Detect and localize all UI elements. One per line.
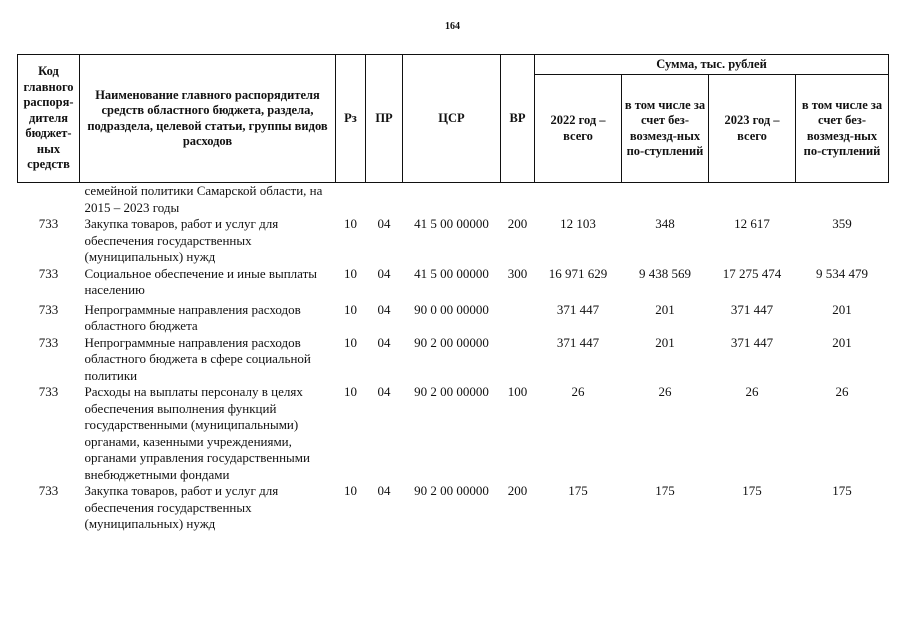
budget-table	[17, 54, 889, 533]
cell-2023-free: 201	[832, 301, 852, 317]
cell-2022-free: 9 438 569	[639, 265, 691, 281]
cell-rz: 10	[344, 483, 357, 498]
cell-name: Социальное обеспечение и иные выплаты населению	[84, 265, 318, 297]
header-2023-free: в том числе за счет без-возмезд-ных по-ступлений	[796, 75, 889, 183]
cell-2022-free: 201	[655, 301, 675, 317]
cell-2022-total: 175	[568, 483, 588, 498]
cell-vr: 300	[507, 265, 528, 281]
cell-2023-free	[796, 183, 889, 217]
table-row	[18, 216, 889, 266]
cell-name: Непрограммные направления расходов областного бюджета	[84, 301, 301, 333]
cell-name: Закупка товаров, работ и услуг для обеспечения государственных (муниципальных) нужд	[84, 483, 279, 531]
cell-2022-total: 371 447	[556, 334, 600, 350]
cell-pr: 04	[377, 334, 391, 350]
table-row	[18, 384, 889, 483]
cell-vr: 200	[507, 216, 528, 231]
cell-rz: 10	[344, 216, 357, 231]
cell-code: 733	[38, 334, 59, 350]
cell-2023-free: 359	[832, 216, 852, 231]
cell-vr	[501, 335, 535, 385]
cell-rz	[336, 183, 366, 217]
cell-pr: 04	[377, 384, 391, 399]
cell-code: 733	[38, 483, 59, 498]
cell-2023-total: 175	[742, 483, 762, 498]
header-pr: ПР	[366, 55, 403, 183]
cell-csr	[403, 183, 501, 217]
cell-rz: 10	[344, 334, 357, 350]
cell-2023-total: 17 275 474	[722, 265, 782, 281]
cell-2022-total: 371 447	[556, 301, 600, 317]
cell-2023-free: 201	[832, 334, 852, 350]
cell-code	[18, 183, 80, 217]
cell-2023-free: 26	[835, 384, 849, 399]
cell-code: 733	[38, 265, 59, 281]
table-row	[18, 299, 889, 335]
table-row	[18, 183, 889, 217]
cell-pr: 04	[377, 483, 391, 498]
cell-name: Непрограммные направления расходов областного бюджета в сфере социальной политики	[84, 334, 311, 383]
table-row	[18, 335, 889, 385]
cell-name: семейной политики Самарской области, на 2015 – 2023 годы	[84, 183, 323, 215]
cell-rz: 10	[344, 384, 357, 399]
cell-2022-free: 26	[658, 384, 672, 399]
header-2022-total: 2022 год – всего	[535, 75, 622, 183]
cell-vr	[501, 299, 535, 335]
cell-2022-free	[622, 183, 709, 217]
cell-csr: 41 5 00 00000	[414, 216, 489, 231]
cell-csr: 90 0 00 00000	[414, 301, 489, 317]
cell-name: Расходы на выплаты персоналу в целях обеспечения выполнения функций государственными (муниципальными) органами, казенными учреждениями, органами управления государственными внебюджетными фондами	[84, 384, 310, 482]
cell-csr: 90 2 00 00000	[414, 334, 489, 350]
table-row	[18, 266, 889, 299]
cell-pr: 04	[377, 265, 391, 281]
header-name: Наименование главного распорядителя средств областного бюджета, раздела, подраздела, целевой статьи, группы видов расходов	[80, 55, 336, 183]
cell-2022-free: 348	[655, 216, 675, 231]
cell-vr	[501, 183, 535, 217]
cell-rz: 10	[344, 265, 357, 281]
cell-2023-total: 26	[745, 384, 759, 399]
page-number: 164	[445, 21, 460, 32]
cell-2022-total: 12 103	[560, 216, 596, 231]
cell-vr: 100	[507, 384, 528, 399]
cell-2023-free: 9 534 479	[816, 265, 869, 281]
header-2023-total: 2023 год – всего	[709, 75, 796, 183]
cell-2022-free: 175	[655, 483, 675, 498]
header-code: Код главного распоря-дителя бюджет-ных средств	[18, 55, 80, 183]
cell-2022-total	[535, 183, 622, 217]
cell-rz: 10	[344, 301, 357, 317]
cell-pr: 04	[377, 216, 391, 231]
cell-name: Закупка товаров, работ и услуг для обеспечения государственных (муниципальных) нужд	[84, 216, 279, 264]
cell-2023-total: 12 617	[734, 216, 770, 231]
cell-pr: 04	[377, 301, 391, 317]
header-2022-free: в том числе за счет без-возмезд-ных по-ступлений	[622, 75, 709, 183]
cell-code: 733	[38, 301, 59, 317]
cell-2023-total	[709, 183, 796, 217]
cell-2022-free: 201	[655, 334, 675, 350]
cell-csr: 41 5 00 00000	[414, 265, 489, 281]
cell-2022-total: 16 971 629	[548, 265, 608, 281]
cell-pr	[366, 183, 403, 217]
cell-csr: 90 2 00 00000	[414, 483, 489, 498]
cell-code: 733	[38, 216, 59, 231]
table-row	[18, 483, 889, 533]
header-rz: Рз	[336, 55, 366, 183]
cell-2023-free: 175	[832, 483, 852, 498]
header-sum-group: Сумма, тыс. рублей	[535, 55, 889, 75]
header-vr: ВР	[501, 55, 535, 183]
header-csr: ЦСР	[403, 55, 501, 183]
cell-csr: 90 2 00 00000	[414, 384, 489, 399]
cell-2022-total: 26	[571, 384, 585, 399]
cell-2023-total: 371 447	[730, 334, 774, 350]
cell-vr: 200	[507, 483, 528, 498]
cell-code: 733	[38, 384, 59, 399]
cell-2023-total: 371 447	[730, 301, 774, 317]
